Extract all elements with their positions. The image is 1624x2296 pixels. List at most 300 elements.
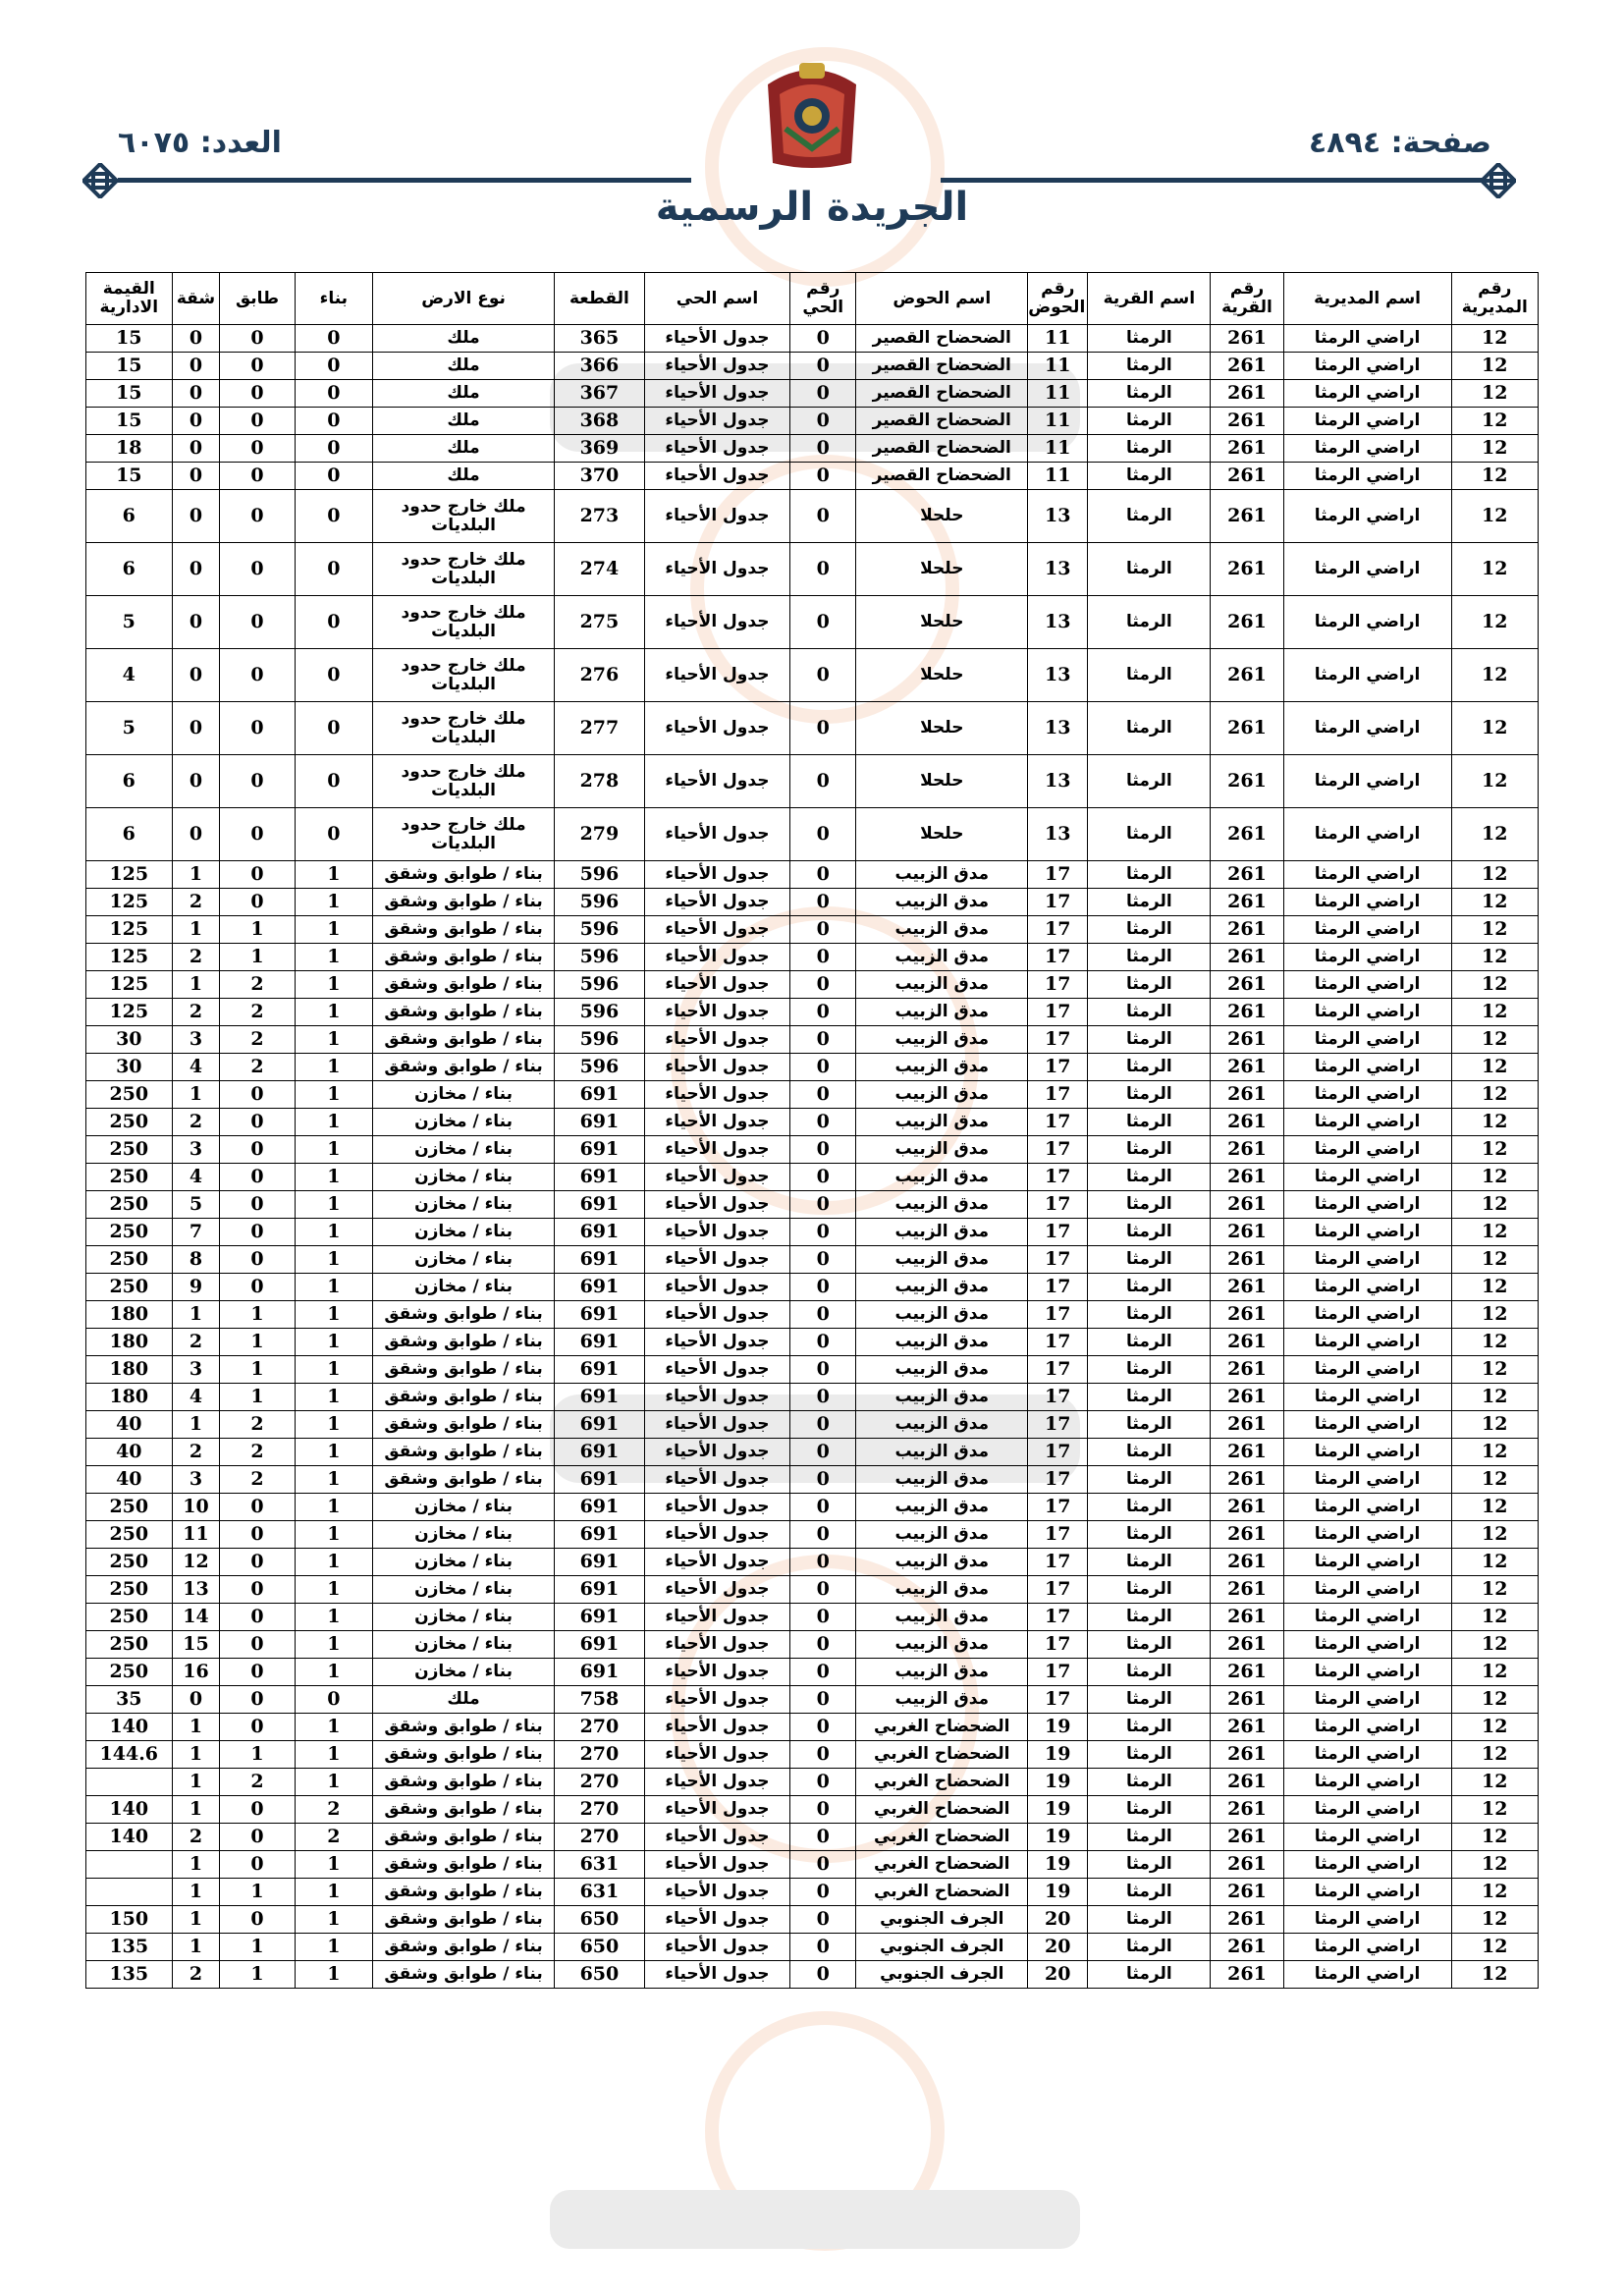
cell-village-name: الرمثا — [1088, 1714, 1211, 1741]
cell-directorate-name: اراضي الرمثا — [1283, 861, 1451, 889]
cell-floor: 0 — [220, 1824, 295, 1851]
cell-quarter-name: جدول الأحياء — [644, 1851, 790, 1879]
cell-village-name: الرمثا — [1088, 1054, 1211, 1081]
cell-parcel: 691 — [555, 1576, 645, 1604]
cell-quarter-name: جدول الأحياء — [644, 1054, 790, 1081]
cell-directorate-name: اراضي الرمثا — [1283, 1604, 1451, 1631]
cell-building: 1 — [295, 1494, 372, 1521]
cell-quarter-name: جدول الأحياء — [644, 1494, 790, 1521]
cell-basin-no: 13 — [1028, 702, 1088, 755]
cell-directorate-no: 12 — [1451, 1769, 1538, 1796]
cell-building: 1 — [295, 1576, 372, 1604]
cell-directorate-no: 12 — [1451, 1576, 1538, 1604]
cell-building: 1 — [295, 1769, 372, 1796]
cell-village-name: الرمثا — [1088, 1576, 1211, 1604]
cell-parcel: 691 — [555, 1274, 645, 1301]
cell-basin-no: 19 — [1028, 1769, 1088, 1796]
cell-basin-no: 19 — [1028, 1741, 1088, 1769]
cell-directorate-no: 12 — [1451, 916, 1538, 944]
cell-building: 1 — [295, 1604, 372, 1631]
cell-building: 1 — [295, 971, 372, 999]
cell-basin-no: 13 — [1028, 649, 1088, 702]
cell-basin-no: 17 — [1028, 1301, 1088, 1329]
cell-building: 1 — [295, 889, 372, 916]
cell-admin-value: 250 — [86, 1191, 173, 1219]
cell-parcel: 691 — [555, 1329, 645, 1356]
table-row — [86, 1961, 1539, 1989]
cell-floor: 0 — [220, 1274, 295, 1301]
cell-quarter-name: جدول الأحياء — [644, 463, 790, 490]
cell-floor: 0 — [220, 353, 295, 380]
table-row — [86, 861, 1539, 889]
cell-building: 0 — [295, 702, 372, 755]
cell-building: 1 — [295, 1301, 372, 1329]
cell-admin-value: 140 — [86, 1714, 173, 1741]
cell-directorate-no: 12 — [1451, 944, 1538, 971]
cell-basin-name: الضحضاح الغربي — [856, 1769, 1028, 1796]
cell-admin-value: 6 — [86, 755, 173, 808]
cell-apartment: 0 — [172, 702, 220, 755]
cell-floor: 1 — [220, 1741, 295, 1769]
cell-basin-no: 17 — [1028, 1026, 1088, 1054]
cell-floor: 0 — [220, 1631, 295, 1659]
cell-basin-name: مدق الزبيب — [856, 1109, 1028, 1136]
cell-building: 1 — [295, 999, 372, 1026]
cell-quarter-no: 0 — [790, 1494, 856, 1521]
table-row — [86, 1906, 1539, 1934]
cell-quarter-no: 0 — [790, 1164, 856, 1191]
cell-parcel: 596 — [555, 861, 645, 889]
cell-quarter-name: جدول الأحياء — [644, 916, 790, 944]
cell-basin-no: 17 — [1028, 1494, 1088, 1521]
cell-village-name: الرمثا — [1088, 944, 1211, 971]
cell-building: 0 — [295, 649, 372, 702]
cell-village-name: الرمثا — [1088, 596, 1211, 649]
col-village-no: رقم القرية — [1211, 273, 1283, 325]
cell-basin-name: مدق الزبيب — [856, 1549, 1028, 1576]
cell-basin-no: 17 — [1028, 1549, 1088, 1576]
cell-basin-no: 17 — [1028, 1219, 1088, 1246]
table-row — [86, 916, 1539, 944]
cell-land-type: بناء / طوابق وشقق — [373, 916, 555, 944]
cell-basin-name: الضحضاح القصير — [856, 435, 1028, 463]
cell-basin-name: مدق الزبيب — [856, 1411, 1028, 1439]
cell-parcel: 279 — [555, 808, 645, 861]
cell-directorate-name: اراضي الرمثا — [1283, 1356, 1451, 1384]
cell-building: 1 — [295, 1906, 372, 1934]
cell-directorate-no: 12 — [1451, 1714, 1538, 1741]
cell-parcel: 596 — [555, 889, 645, 916]
cell-quarter-no: 0 — [790, 1301, 856, 1329]
cell-basin-name: مدق الزبيب — [856, 1246, 1028, 1274]
cell-basin-name: مدق الزبيب — [856, 1604, 1028, 1631]
cell-apartment: 4 — [172, 1384, 220, 1411]
cell-building: 0 — [295, 408, 372, 435]
table-row — [86, 1246, 1539, 1274]
cell-directorate-name: اراضي الرمثا — [1283, 808, 1451, 861]
cell-quarter-no: 0 — [790, 1576, 856, 1604]
cell-admin-value: 250 — [86, 1164, 173, 1191]
cell-directorate-name: اراضي الرمثا — [1283, 1384, 1451, 1411]
cell-village-name: الرمثا — [1088, 1824, 1211, 1851]
table-row — [86, 1851, 1539, 1879]
cell-apartment: 5 — [172, 1191, 220, 1219]
table-row — [86, 1659, 1539, 1686]
cell-quarter-no: 0 — [790, 325, 856, 353]
cell-admin-value: 125 — [86, 861, 173, 889]
cell-directorate-name: اراضي الرمثا — [1283, 889, 1451, 916]
cell-parcel: 691 — [555, 1439, 645, 1466]
cell-quarter-no: 0 — [790, 1769, 856, 1796]
cell-building: 1 — [295, 1384, 372, 1411]
cell-building: 1 — [295, 1961, 372, 1989]
cell-floor: 2 — [220, 1054, 295, 1081]
cell-basin-name: مدق الزبيب — [856, 861, 1028, 889]
land-valuation-table — [85, 272, 1539, 1989]
cell-admin-value: 30 — [86, 1054, 173, 1081]
cell-apartment: 3 — [172, 1466, 220, 1494]
cell-directorate-name: اراضي الرمثا — [1283, 1246, 1451, 1274]
col-village-name: اسم القرية — [1088, 273, 1211, 325]
cell-quarter-no: 0 — [790, 1961, 856, 1989]
col-land-type: نوع الارض — [373, 273, 555, 325]
cell-apartment: 3 — [172, 1356, 220, 1384]
cell-basin-name: حلحلا — [856, 596, 1028, 649]
cell-village-no: 261 — [1211, 1466, 1283, 1494]
cell-village-name: الرمثا — [1088, 1191, 1211, 1219]
cell-directorate-name: اراضي الرمثا — [1283, 1659, 1451, 1686]
cell-parcel: 691 — [555, 1466, 645, 1494]
page-number: صفحة: ٤٨٩٤ — [1308, 126, 1491, 160]
cell-admin-value: 135 — [86, 1934, 173, 1961]
cell-apartment: 1 — [172, 1934, 220, 1961]
cell-directorate-no: 12 — [1451, 1604, 1538, 1631]
cell-village-name: الرمثا — [1088, 408, 1211, 435]
cell-admin-value: 250 — [86, 1576, 173, 1604]
cell-building: 1 — [295, 861, 372, 889]
cell-floor: 1 — [220, 1961, 295, 1989]
cell-admin-value: 250 — [86, 1631, 173, 1659]
cell-basin-no: 17 — [1028, 1631, 1088, 1659]
cell-village-no: 261 — [1211, 1906, 1283, 1934]
cell-basin-name: حلحلا — [856, 702, 1028, 755]
cell-admin-value: 5 — [86, 702, 173, 755]
cell-directorate-name: اراضي الرمثا — [1283, 1191, 1451, 1219]
table-row — [86, 755, 1539, 808]
coat-of-arms-icon — [758, 55, 866, 173]
cell-quarter-name: جدول الأحياء — [644, 380, 790, 408]
cell-parcel: 596 — [555, 916, 645, 944]
cell-directorate-no: 12 — [1451, 435, 1538, 463]
cell-quarter-no: 0 — [790, 889, 856, 916]
cell-directorate-no: 12 — [1451, 1796, 1538, 1824]
cell-floor: 0 — [220, 1714, 295, 1741]
cell-village-name: الرمثا — [1088, 435, 1211, 463]
cell-directorate-name: اراضي الرمثا — [1283, 1026, 1451, 1054]
cell-basin-name: مدق الزبيب — [856, 1439, 1028, 1466]
cell-quarter-no: 0 — [790, 353, 856, 380]
cell-directorate-no: 12 — [1451, 543, 1538, 596]
cell-village-no: 261 — [1211, 1521, 1283, 1549]
col-basin-no: رقم الحوض — [1028, 273, 1088, 325]
cell-quarter-name: جدول الأحياء — [644, 971, 790, 999]
cell-directorate-name: اراضي الرمثا — [1283, 1576, 1451, 1604]
cell-parcel: 273 — [555, 490, 645, 543]
cell-quarter-name: جدول الأحياء — [644, 1411, 790, 1439]
cell-building: 1 — [295, 1439, 372, 1466]
cell-quarter-no: 0 — [790, 1604, 856, 1631]
cell-floor: 0 — [220, 1246, 295, 1274]
cell-directorate-name: اراضي الرمثا — [1283, 490, 1451, 543]
cell-basin-name: الضحضاح القصير — [856, 353, 1028, 380]
cell-floor: 0 — [220, 1659, 295, 1686]
cell-basin-name: مدق الزبيب — [856, 1301, 1028, 1329]
cell-floor: 0 — [220, 1521, 295, 1549]
cell-village-no: 261 — [1211, 1274, 1283, 1301]
cell-village-no: 261 — [1211, 463, 1283, 490]
table-row — [86, 1026, 1539, 1054]
cell-parcel: 691 — [555, 1109, 645, 1136]
cell-directorate-name: اراضي الرمثا — [1283, 353, 1451, 380]
cell-quarter-no: 0 — [790, 1466, 856, 1494]
cell-building: 0 — [295, 808, 372, 861]
cell-basin-no: 17 — [1028, 999, 1088, 1026]
cell-quarter-no: 0 — [790, 1439, 856, 1466]
cell-basin-no: 13 — [1028, 808, 1088, 861]
cell-village-name: الرمثا — [1088, 380, 1211, 408]
cell-basin-no: 17 — [1028, 1274, 1088, 1301]
cell-parcel: 596 — [555, 971, 645, 999]
cell-village-name: الرمثا — [1088, 353, 1211, 380]
cell-admin-value: 180 — [86, 1329, 173, 1356]
cell-quarter-no: 0 — [790, 596, 856, 649]
col-parcel: القطعة — [555, 273, 645, 325]
cell-directorate-name: اراضي الرمثا — [1283, 1796, 1451, 1824]
cell-basin-name: حلحلا — [856, 808, 1028, 861]
cell-directorate-name: اراضي الرمثا — [1283, 755, 1451, 808]
cell-directorate-no: 12 — [1451, 1851, 1538, 1879]
cell-building: 1 — [295, 1246, 372, 1274]
cell-directorate-no: 12 — [1451, 463, 1538, 490]
cell-parcel: 631 — [555, 1879, 645, 1906]
table-row — [86, 435, 1539, 463]
table-row — [86, 1686, 1539, 1714]
cell-parcel: 691 — [555, 1136, 645, 1164]
cell-admin-value: 250 — [86, 1246, 173, 1274]
cell-apartment: 1 — [172, 861, 220, 889]
cell-floor: 0 — [220, 435, 295, 463]
cell-parcel: 270 — [555, 1796, 645, 1824]
cell-village-no: 261 — [1211, 325, 1283, 353]
cell-directorate-no: 12 — [1451, 1274, 1538, 1301]
cell-village-no: 261 — [1211, 916, 1283, 944]
cell-parcel: 691 — [555, 1631, 645, 1659]
cell-directorate-no: 12 — [1451, 861, 1538, 889]
cell-apartment: 0 — [172, 408, 220, 435]
cell-basin-no: 17 — [1028, 1659, 1088, 1686]
cell-floor: 0 — [220, 1081, 295, 1109]
cell-basin-name: مدق الزبيب — [856, 1136, 1028, 1164]
cell-village-no: 261 — [1211, 1549, 1283, 1576]
table-row — [86, 380, 1539, 408]
cell-basin-name: الضحضاح القصير — [856, 463, 1028, 490]
cell-directorate-no: 12 — [1451, 1081, 1538, 1109]
cell-quarter-name: جدول الأحياء — [644, 543, 790, 596]
cell-admin-value: 6 — [86, 543, 173, 596]
table-row — [86, 1191, 1539, 1219]
cell-floor: 2 — [220, 1466, 295, 1494]
cell-basin-name: الجرف الجنوبي — [856, 1934, 1028, 1961]
cell-floor: 1 — [220, 1384, 295, 1411]
cell-village-name: الرمثا — [1088, 916, 1211, 944]
cell-basin-no: 17 — [1028, 1384, 1088, 1411]
cell-apartment: 1 — [172, 1851, 220, 1879]
cell-village-no: 261 — [1211, 408, 1283, 435]
cell-basin-name: الضحضاح الغربي — [856, 1851, 1028, 1879]
cell-parcel: 367 — [555, 380, 645, 408]
cell-village-name: الرمثا — [1088, 1109, 1211, 1136]
cell-directorate-name: اراضي الرمثا — [1283, 649, 1451, 702]
cell-directorate-no: 12 — [1451, 1301, 1538, 1329]
cell-village-no: 261 — [1211, 1714, 1283, 1741]
cell-basin-no: 17 — [1028, 1356, 1088, 1384]
cell-land-type: بناء / طوابق وشقق — [373, 1934, 555, 1961]
cell-village-no: 261 — [1211, 380, 1283, 408]
cell-admin-value: 250 — [86, 1081, 173, 1109]
cell-land-type: بناء / مخازن — [373, 1521, 555, 1549]
col-directorate-name: اسم المديرية — [1283, 273, 1451, 325]
cell-quarter-name: جدول الأحياء — [644, 702, 790, 755]
cell-parcel: 369 — [555, 435, 645, 463]
cell-quarter-name: جدول الأحياء — [644, 1631, 790, 1659]
cell-quarter-no: 0 — [790, 999, 856, 1026]
cell-quarter-name: جدول الأحياء — [644, 1686, 790, 1714]
cell-building: 1 — [295, 916, 372, 944]
cell-floor: 2 — [220, 999, 295, 1026]
cell-quarter-no: 0 — [790, 1796, 856, 1824]
cell-village-name: الرمثا — [1088, 1274, 1211, 1301]
cell-floor: 0 — [220, 1604, 295, 1631]
cell-directorate-name: اراضي الرمثا — [1283, 1219, 1451, 1246]
cell-village-name: الرمثا — [1088, 1384, 1211, 1411]
cell-directorate-no: 12 — [1451, 1411, 1538, 1439]
cell-village-no: 261 — [1211, 944, 1283, 971]
cell-admin-value: 250 — [86, 1604, 173, 1631]
cell-building: 0 — [295, 543, 372, 596]
cell-building: 1 — [295, 1191, 372, 1219]
cell-village-name: الرمثا — [1088, 1796, 1211, 1824]
cell-admin-value: 15 — [86, 380, 173, 408]
cell-village-name: الرمثا — [1088, 463, 1211, 490]
cell-land-type: ملك — [373, 435, 555, 463]
cell-village-name: الرمثا — [1088, 1659, 1211, 1686]
cell-floor: 0 — [220, 1796, 295, 1824]
table-row — [86, 408, 1539, 435]
cell-apartment: 1 — [172, 1411, 220, 1439]
cell-basin-no: 17 — [1028, 1246, 1088, 1274]
cell-apartment: 0 — [172, 325, 220, 353]
cell-quarter-no: 0 — [790, 1521, 856, 1549]
cell-quarter-name: جدول الأحياء — [644, 889, 790, 916]
cell-basin-name: الضحضاح الغربي — [856, 1714, 1028, 1741]
cell-floor: 0 — [220, 463, 295, 490]
cell-directorate-name: اراضي الرمثا — [1283, 596, 1451, 649]
cell-village-no: 261 — [1211, 1219, 1283, 1246]
cell-directorate-no: 12 — [1451, 1109, 1538, 1136]
cell-directorate-no: 12 — [1451, 1054, 1538, 1081]
cell-quarter-name: جدول الأحياء — [644, 1109, 790, 1136]
cell-admin-value: 250 — [86, 1109, 173, 1136]
cell-quarter-no: 0 — [790, 1686, 856, 1714]
cell-floor: 0 — [220, 408, 295, 435]
cell-land-type: بناء / طوابق وشقق — [373, 1054, 555, 1081]
cell-directorate-no: 12 — [1451, 649, 1538, 702]
col-directorate-no: رقم المديرية — [1451, 273, 1538, 325]
cell-basin-name: حلحلا — [856, 755, 1028, 808]
cell-basin-no: 17 — [1028, 971, 1088, 999]
cell-parcel: 691 — [555, 1384, 645, 1411]
cell-parcel: 691 — [555, 1411, 645, 1439]
cell-quarter-name: جدول الأحياء — [644, 1741, 790, 1769]
table-row — [86, 1274, 1539, 1301]
cell-quarter-no: 0 — [790, 1631, 856, 1659]
cell-land-type: بناء / مخازن — [373, 1604, 555, 1631]
cell-quarter-name: جدول الأحياء — [644, 1329, 790, 1356]
cell-basin-no: 19 — [1028, 1851, 1088, 1879]
cell-basin-name: مدق الزبيب — [856, 1631, 1028, 1659]
cell-land-type: ملك خارج حدود البلديات — [373, 702, 555, 755]
cell-quarter-no: 0 — [790, 1659, 856, 1686]
table-row — [86, 1411, 1539, 1439]
cell-admin-value — [86, 1851, 173, 1879]
cell-quarter-name: جدول الأحياء — [644, 1356, 790, 1384]
cell-basin-no: 17 — [1028, 1164, 1088, 1191]
cell-parcel: 596 — [555, 944, 645, 971]
table-row — [86, 1549, 1539, 1576]
table-row — [86, 1631, 1539, 1659]
cell-village-name: الرمثا — [1088, 649, 1211, 702]
cell-admin-value — [86, 1879, 173, 1906]
cell-land-type: ملك خارج حدود البلديات — [373, 808, 555, 861]
cell-parcel: 270 — [555, 1824, 645, 1851]
cell-directorate-no: 12 — [1451, 702, 1538, 755]
cell-directorate-name: اراضي الرمثا — [1283, 1301, 1451, 1329]
cell-land-type: بناء / مخازن — [373, 1246, 555, 1274]
cell-building: 1 — [295, 1054, 372, 1081]
cell-parcel: 368 — [555, 408, 645, 435]
cell-directorate-name: اراضي الرمثا — [1283, 1631, 1451, 1659]
cell-admin-value: 250 — [86, 1219, 173, 1246]
cell-directorate-name: اراضي الرمثا — [1283, 702, 1451, 755]
cell-building: 1 — [295, 1659, 372, 1686]
cell-basin-no: 20 — [1028, 1906, 1088, 1934]
cell-quarter-name: جدول الأحياء — [644, 1796, 790, 1824]
cell-quarter-name: جدول الأحياء — [644, 1466, 790, 1494]
cell-floor: 0 — [220, 755, 295, 808]
cell-floor: 0 — [220, 1136, 295, 1164]
cell-admin-value: 125 — [86, 944, 173, 971]
cell-floor: 0 — [220, 543, 295, 596]
cell-parcel: 631 — [555, 1851, 645, 1879]
cell-building: 1 — [295, 1714, 372, 1741]
cell-quarter-name: جدول الأحياء — [644, 1604, 790, 1631]
cell-quarter-no: 0 — [790, 649, 856, 702]
cell-land-type: بناء / طوابق وشقق — [373, 1879, 555, 1906]
cell-apartment: 15 — [172, 1631, 220, 1659]
cell-basin-name: حلحلا — [856, 543, 1028, 596]
cell-parcel: 691 — [555, 1549, 645, 1576]
cell-basin-name: الضحضاح الغربي — [856, 1796, 1028, 1824]
